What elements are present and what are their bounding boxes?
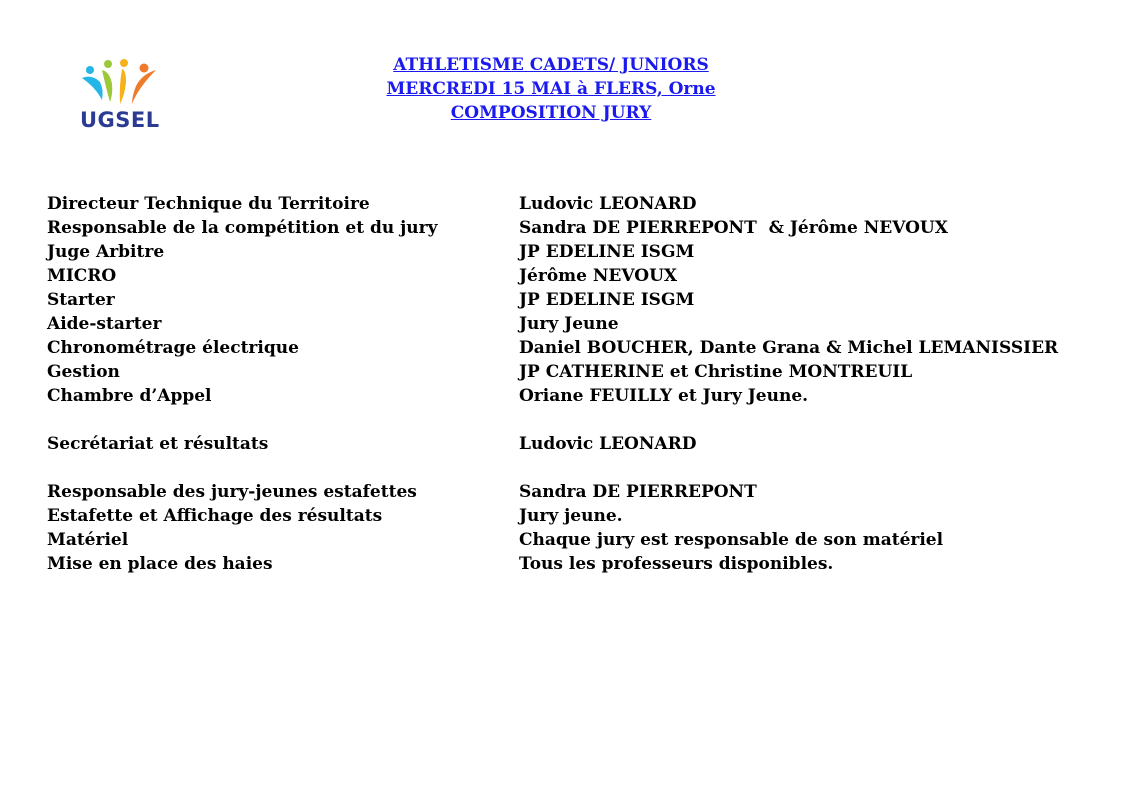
jury-row — [47, 480, 1107, 504]
jury-person: Daniel BOUCHER, Dante Grana & Michel LEMANISSIER — [519, 338, 1059, 358]
jury-person: JP CATHERINE et Christine MONTREUIL — [519, 362, 913, 382]
jury-row — [47, 528, 1107, 552]
jury-row — [47, 240, 1107, 264]
jury-row — [47, 192, 1107, 216]
jury-person: Sandra DE PIERREPONT & Jérôme NEVOUX — [519, 218, 948, 238]
jury-row — [47, 432, 1107, 456]
logo-figure-body — [82, 77, 103, 100]
ugsel-logo — [78, 58, 178, 138]
jury-list — [47, 192, 1107, 576]
logo-figure-head — [140, 64, 149, 73]
jury-role: Starter — [47, 290, 115, 310]
section-spacer — [47, 456, 1107, 480]
jury-person: JP EDELINE ISGM — [519, 290, 695, 310]
logo-figure-head — [120, 59, 128, 67]
jury-role: Juge Arbitre — [47, 242, 165, 262]
jury-person: Jury jeune. — [519, 506, 623, 526]
header-title: ATHLETISME CADETS/ JUNIORS — [393, 55, 709, 75]
jury-row — [47, 312, 1107, 336]
jury-role: Gestion — [47, 362, 120, 382]
jury-role: Directeur Technique du Territoire — [47, 194, 370, 214]
jury-person: Tous les professeurs disponibles. — [519, 554, 834, 574]
logo-figure-body — [102, 70, 112, 102]
document-header — [300, 53, 802, 125]
jury-row — [47, 336, 1107, 360]
jury-person: Oriane FEUILLY et Jury Jeune. — [519, 386, 809, 406]
jury-role: Secrétariat et résultats — [47, 434, 269, 454]
jury-row — [47, 288, 1107, 312]
jury-role: Estafette et Affichage des résultats — [47, 506, 383, 526]
logo-figure-body — [120, 69, 126, 104]
jury-person: Jérôme NEVOUX — [519, 266, 678, 286]
jury-person: Chaque jury est responsable de son matériel — [519, 530, 944, 550]
logo-text: UGSEL — [80, 108, 160, 132]
logo-figure-body — [132, 70, 156, 104]
jury-row — [47, 552, 1107, 576]
jury-person: Sandra DE PIERREPONT — [519, 482, 757, 502]
header-date-location: MERCREDI 15 MAI à FLERS, Orne — [386, 79, 716, 99]
jury-person: JP EDELINE ISGM — [519, 242, 695, 262]
jury-role: Responsable des jury-jeunes estafettes — [47, 482, 417, 502]
jury-row — [47, 360, 1107, 384]
jury-role: Responsable de la compétition et du jury — [47, 218, 438, 238]
jury-role: Chronométrage électrique — [47, 338, 299, 358]
logo-figure-head — [86, 66, 94, 74]
section-spacer — [47, 408, 1107, 432]
jury-row — [47, 504, 1107, 528]
header-subtitle: COMPOSITION JURY — [450, 103, 652, 123]
jury-row — [47, 216, 1107, 240]
jury-person: Ludovic LEONARD — [519, 194, 697, 214]
logo-figure-head — [104, 60, 112, 68]
jury-row — [47, 264, 1107, 288]
jury-person: Jury Jeune — [519, 314, 619, 334]
jury-row — [47, 384, 1107, 408]
jury-role: Matériel — [47, 530, 129, 550]
jury-person: Ludovic LEONARD — [519, 434, 697, 454]
ugsel-figures-icon — [78, 58, 178, 108]
jury-role: Mise en place des haies — [47, 554, 273, 574]
jury-role: Chambre d’Appel — [47, 386, 212, 406]
jury-role: Aide-starter — [47, 314, 162, 334]
jury-role: MICRO — [47, 266, 117, 286]
